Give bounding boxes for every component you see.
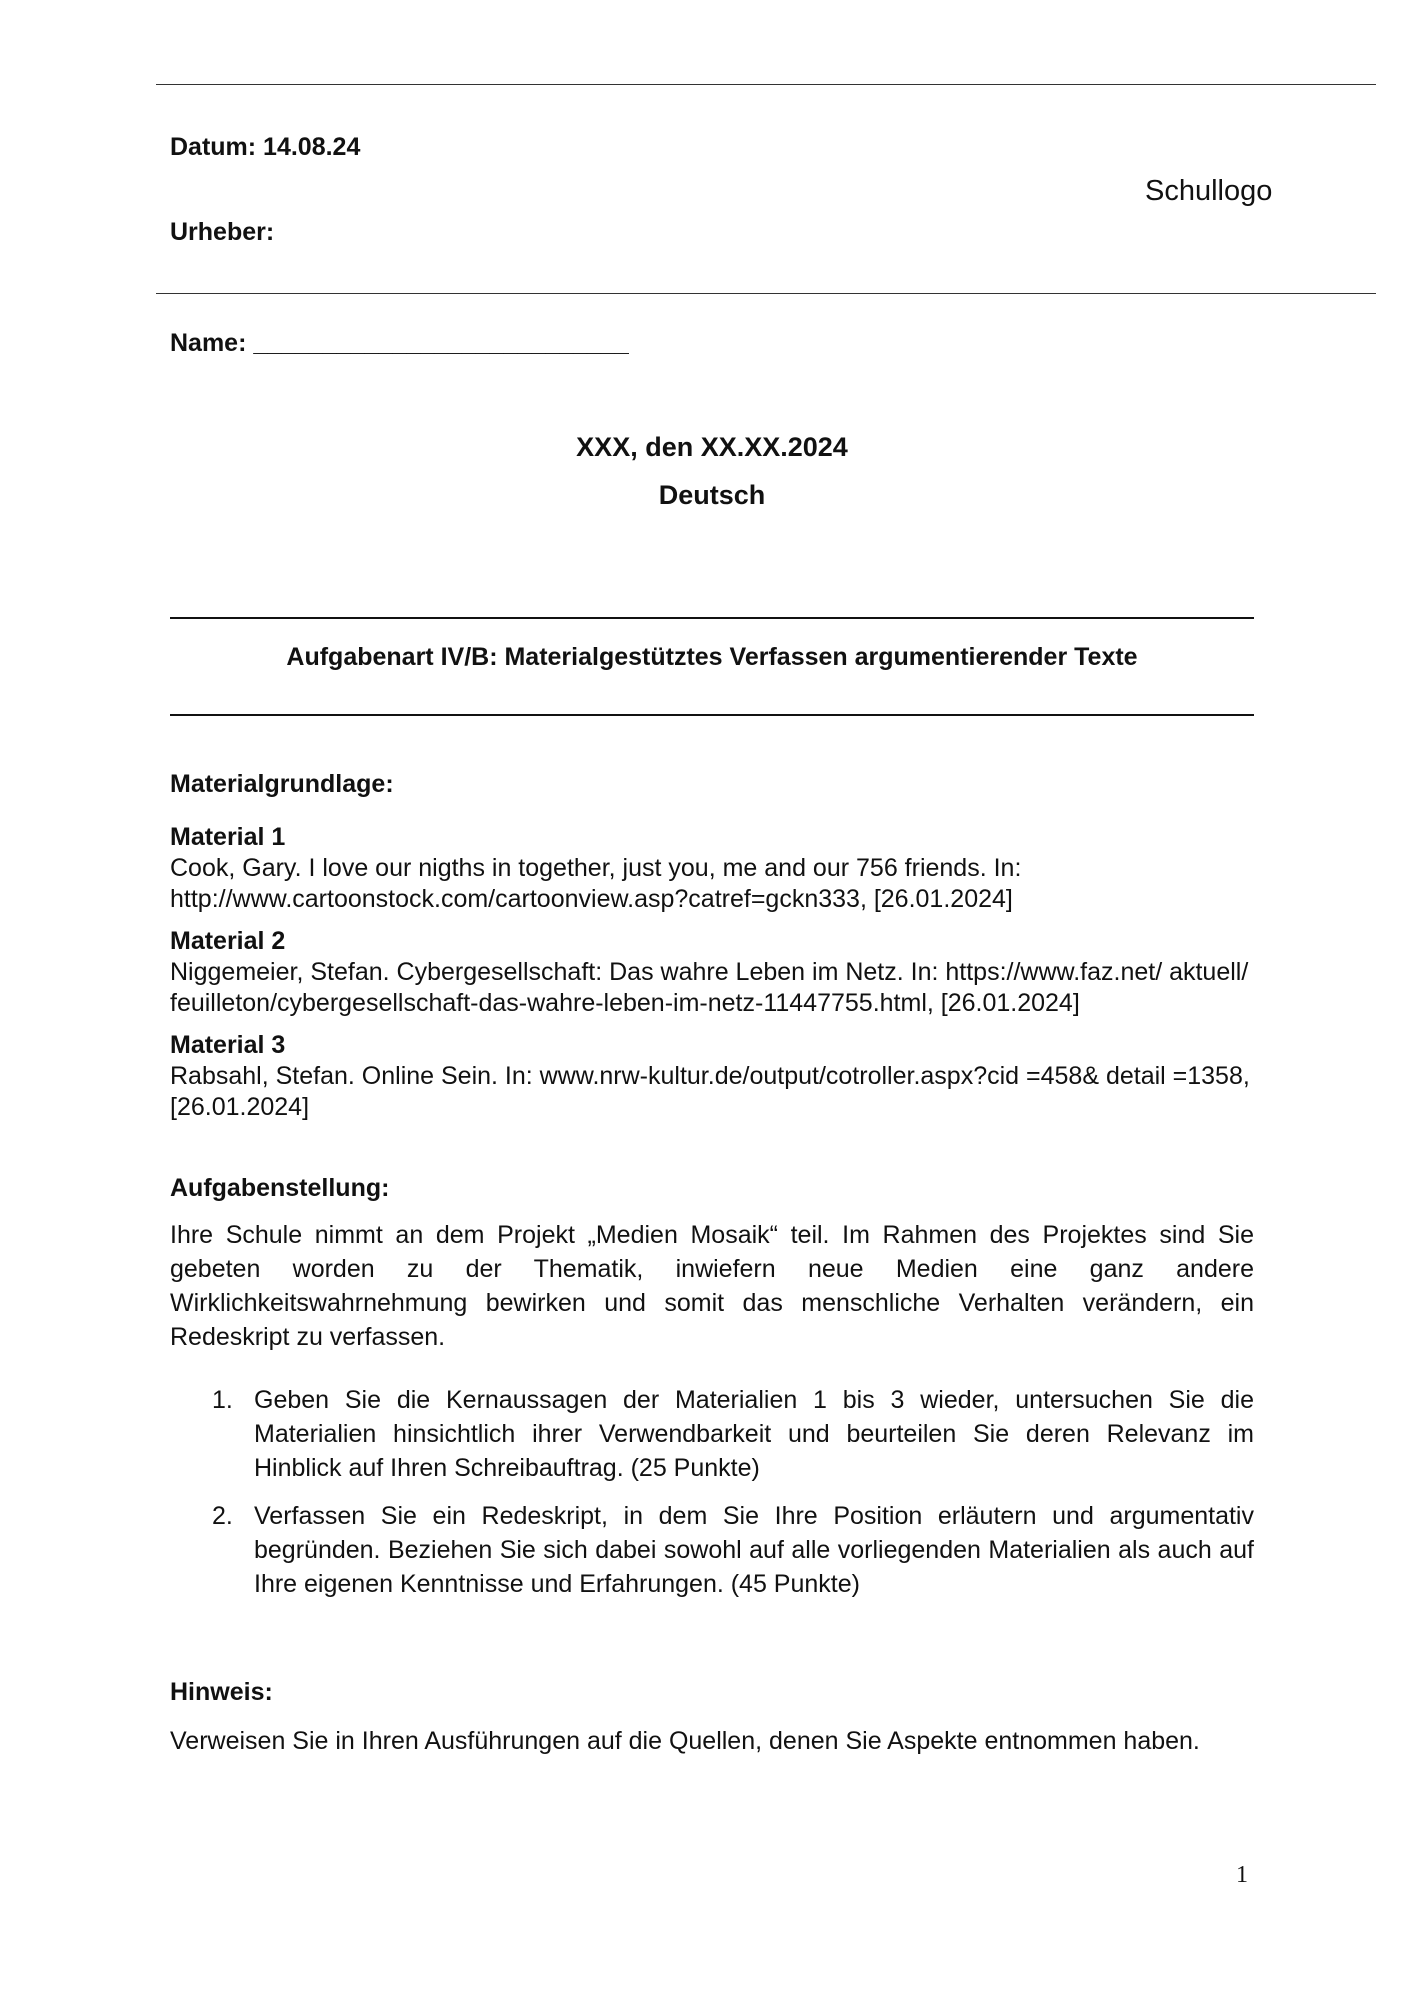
task-type-top-rule xyxy=(170,617,1254,619)
material-source: Cook, Gary. I love our nigths in together, just you, me and our 756 friends. In: http://www.cartoonstock.com/cartoonview.asp?catref=gckn333, [26.01.2024] xyxy=(170,854,1022,913)
school-logo-placeholder: Schullogo xyxy=(1145,175,1273,207)
material-source: Rabsahl, Stefan. Online Sein. In: www.nrw-kultur.de/output/cotroller.aspx?cid =458& detail =1358, [26.01.2024] xyxy=(170,1062,1250,1121)
subject-title: Deutsch xyxy=(658,480,766,510)
task-number: 2. xyxy=(212,1502,233,1530)
material-title: Material 2 xyxy=(170,927,286,955)
material-title: Material 1 xyxy=(170,823,286,851)
task-item xyxy=(170,1499,1254,1601)
header-top-rule xyxy=(156,84,1376,85)
date-label: Datum: 14.08.24 xyxy=(170,133,361,161)
material-item xyxy=(170,1030,1260,1123)
header-bottom-rule xyxy=(156,293,1376,294)
material-item xyxy=(170,926,1260,1019)
task-text: Geben Sie die Kernaussagen der Materialien 1 bis 3 wieder, untersuchen Sie die Materialien hinsichtlich ihrer Verwendbarkeit und beurteilen Sie deren Relevanz im Hinblick auf Ihren Schreibauftrag. (25 Punkte) xyxy=(254,1386,1254,1482)
task-number: 1. xyxy=(212,1386,233,1414)
task-type-bottom-rule xyxy=(170,714,1254,716)
material-source: Niggemeier, Stefan. Cybergesellschaft: Das wahre Leben im Netz. In: https://www.faz.net/ aktuell/ feuilleton/cybergesellschaft-das-wahre-leben-im-netz-11447755.html, [26.01.2024] xyxy=(170,958,1249,1017)
hint-heading: Hinweis: xyxy=(170,1678,273,1706)
task-item xyxy=(170,1383,1254,1485)
assignment-heading: Aufgabenstellung: xyxy=(170,1174,390,1202)
material-item xyxy=(170,822,1260,915)
hint-text: Verweisen Sie in Ihren Ausführungen auf die Quellen, denen Sie Aspekte entnommen haben. xyxy=(170,1727,1200,1755)
page-number: 1 xyxy=(1236,1862,1248,1888)
student-name-field: Name: ___________________________ xyxy=(170,329,629,357)
task-text: Verfassen Sie ein Redeskript, in dem Sie Ihre Position erläutern und argumentativ begründen. Beziehen Sie sich dabei sowohl auf alle vorliegenden Materialien als auch auf Ihre eigenen Kenntnisse und Erfahrungen. (45 Punkte) xyxy=(254,1502,1254,1598)
author-label: Urheber: xyxy=(170,218,275,246)
material-title: Material 3 xyxy=(170,1031,286,1059)
task-type-heading: Aufgabenart IV/B: Materialgestütztes Verfassen argumentierender Texte xyxy=(286,643,1138,671)
materials-heading: Materialgrundlage: xyxy=(170,770,394,798)
place-date-line: XXX, den XX.XX.2024 xyxy=(576,432,848,462)
task-list xyxy=(170,1383,1254,1601)
assignment-intro: Ihre Schule nimmt an dem Projekt „Medien Mosaik“ teil. Im Rahmen des Projektes sind Sie gebeten worden zu der Thematik, inwiefern neue Medien eine ganz andere Wirklichkeitswahrnehmung bewirken und somit das menschliche Verhalten verändern, ein Redeskript zu verfassen. xyxy=(170,1221,1254,1351)
